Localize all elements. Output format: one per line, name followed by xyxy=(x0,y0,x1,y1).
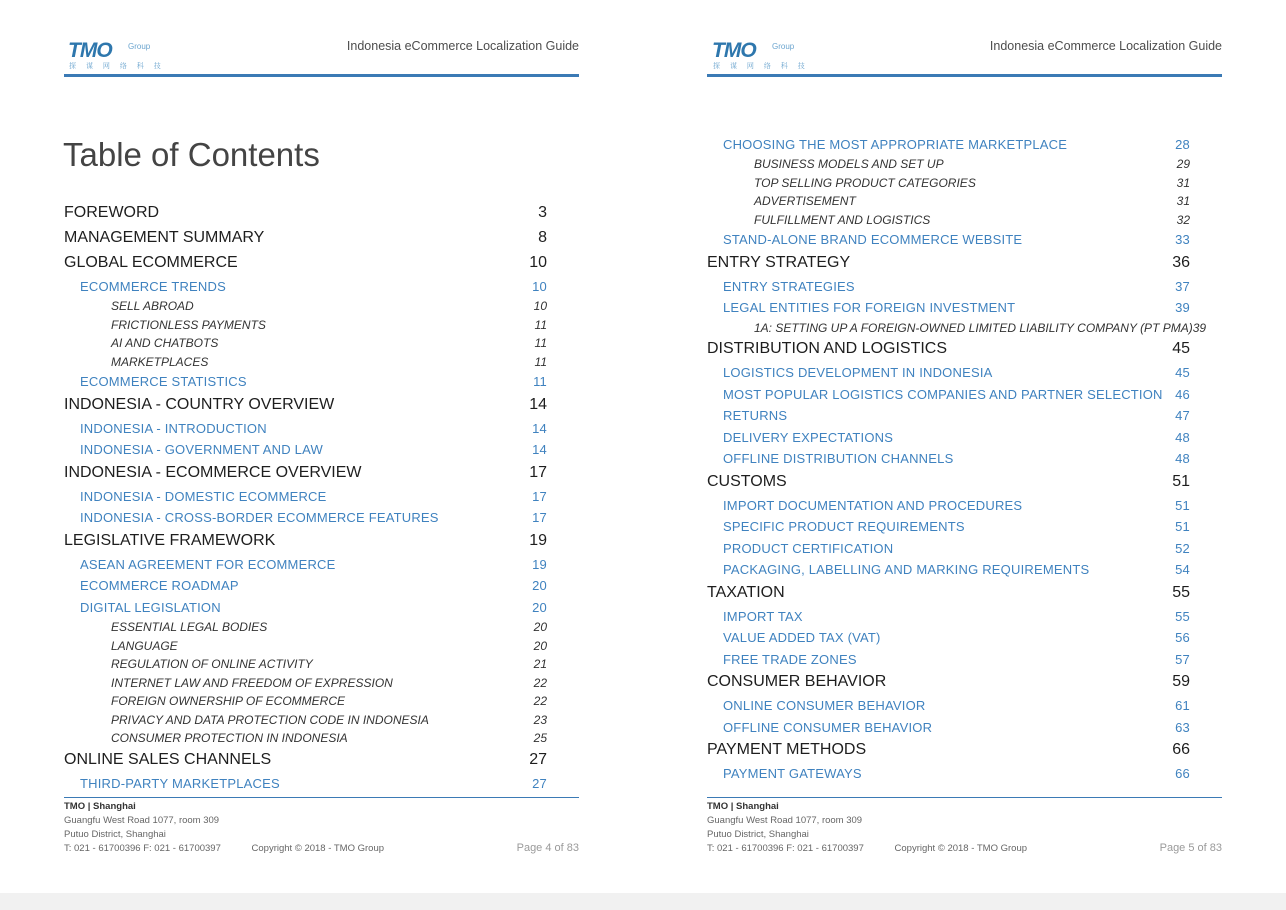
toc-entry-level2[interactable] xyxy=(723,696,1190,716)
toc-entry-level1 xyxy=(64,395,547,415)
toc-entry-level2[interactable] xyxy=(723,606,1190,626)
toc-entry-page: 19 xyxy=(529,532,547,549)
toc-entry-title: FOREWORD xyxy=(64,204,160,221)
toc-entry-page: 51 xyxy=(1175,519,1190,534)
toc-entry-title: DISTRIBUTION AND LOGISTICS xyxy=(707,340,948,358)
toc-entry-title: TAXATION xyxy=(707,583,785,601)
toc-entry-level2[interactable] xyxy=(723,406,1190,426)
toc-entry-level1 xyxy=(64,463,547,483)
toc-entry-title: PACKAGING, LABELLING AND MARKING REQUIREMENTS xyxy=(723,562,1090,577)
toc-entry-level2[interactable] xyxy=(723,764,1190,784)
toc-entry-title: INDONESIA - INTRODUCTION xyxy=(80,420,267,436)
toc-entry-title: LEGAL ENTITIES FOR FOREIGN INVESTMENT xyxy=(723,300,1016,315)
footer-contact xyxy=(64,842,384,856)
toc-entry-page: 55 xyxy=(1175,608,1190,624)
toc-entry-title: INDONESIA - DOMESTIC ECOMMERCE xyxy=(80,488,327,504)
toc-entry-title: ASEAN AGREEMENT FOR ECOMMERCE xyxy=(80,556,336,572)
toc-entry-level3 xyxy=(754,318,1207,338)
toc-entry-level1 xyxy=(707,740,1190,760)
toc-entry-page: 21 xyxy=(533,657,547,672)
toc-entry-page: 19 xyxy=(532,556,547,572)
toc-entry-title: ONLINE CONSUMER BEHAVIOR xyxy=(723,698,926,713)
toc-entry-title: REGULATION OF ONLINE ACTIVITY xyxy=(111,657,313,672)
toc-entry-title: ECOMMERCE TRENDS xyxy=(80,278,226,294)
header-rule xyxy=(707,74,1222,77)
toc-entry-page: 45 xyxy=(1172,340,1190,358)
toc-entry-page: 47 xyxy=(1175,408,1190,423)
toc-entry-title: ECOMMERCE STATISTICS xyxy=(80,374,247,390)
toc-entry-level2[interactable] xyxy=(723,538,1190,558)
toc-entry-level2[interactable] xyxy=(723,276,1190,296)
toc-entry-level2[interactable] xyxy=(80,418,547,438)
toc-entry-title: RETURNS xyxy=(723,408,788,423)
toc-entry-title: CHOOSING THE MOST APPROPRIATE MARKETPLACE xyxy=(723,136,1068,152)
footer-address-2: Putuo District, Shanghai xyxy=(707,829,809,840)
toc-entry-level3 xyxy=(754,173,1190,193)
toc-entry-page: 39 xyxy=(1175,300,1190,315)
toc-entry-title: PAYMENT METHODS xyxy=(707,741,867,759)
toc-entry-page: 37 xyxy=(1175,278,1190,294)
toc-entry-level2[interactable] xyxy=(80,276,547,296)
toc-entry-page: 17 xyxy=(529,464,547,481)
toc-entry-title: PAYMENT GATEWAYS xyxy=(723,766,862,781)
footer-rule xyxy=(64,797,579,798)
toc-entry-title: INDONESIA - GOVERNMENT AND LAW xyxy=(80,442,323,458)
toc-entry-level2[interactable] xyxy=(723,717,1190,737)
toc-entry-title: ENTRY STRATEGY xyxy=(707,253,851,271)
toc-entry-title: ECOMMERCE ROADMAP xyxy=(80,578,239,594)
toc-entry-level2[interactable] xyxy=(723,495,1190,515)
toc-entry-title: BUSINESS MODELS AND SET UP xyxy=(754,157,944,171)
toc-entry-page: 61 xyxy=(1175,698,1190,713)
toc-entry-page: 57 xyxy=(1175,651,1190,667)
toc-entry-page: 31 xyxy=(1176,175,1190,190)
toc-entry-level1 xyxy=(707,339,1190,359)
toc-entry-level2[interactable] xyxy=(723,298,1190,318)
toc-entry-page: 20 xyxy=(532,578,547,594)
toc-entry-level3 xyxy=(111,333,547,353)
toc-entry-title: LEGISLATIVE FRAMEWORK xyxy=(64,532,276,549)
toc-entry-level2[interactable] xyxy=(80,372,547,392)
tmo-logo xyxy=(68,40,168,72)
toc-entry-page: 20 xyxy=(533,620,547,635)
toc-entry-page: 11 xyxy=(534,354,547,369)
toc-entry-level2[interactable] xyxy=(723,560,1190,580)
toc-entry-title: GLOBAL ECOMMERCE xyxy=(64,254,238,271)
toc-entry-title: VALUE ADDED TAX (VAT) xyxy=(723,630,881,645)
toc-entry-page: 55 xyxy=(1172,583,1190,601)
page-number: Page 4 of 83 xyxy=(516,842,579,854)
toc-entry-page: 11 xyxy=(534,317,547,332)
page-number: Page 5 of 83 xyxy=(1159,842,1222,854)
toc-entry-title: MOST POPULAR LOGISTICS COMPANIES AND PARTNER SELECTION xyxy=(723,386,1163,402)
toc-entry-page: 28 xyxy=(1175,136,1190,152)
logo-sup: Group xyxy=(128,42,151,51)
toc-entry-page: 22 xyxy=(533,675,547,690)
toc-entry-level3 xyxy=(754,154,1190,174)
toc-entry-level3 xyxy=(111,296,547,316)
page-left xyxy=(0,0,643,893)
toc-entry-page: 10 xyxy=(529,254,547,271)
toc-entry-level3 xyxy=(754,210,1190,230)
toc-entry-page: 10 xyxy=(532,278,547,294)
toc-entry-level2[interactable] xyxy=(80,576,547,596)
toc-entry-page: 10 xyxy=(533,299,547,314)
toc-entry-page: 54 xyxy=(1175,562,1190,577)
toc-entry-page: 27 xyxy=(532,775,547,791)
toc-entry-title: LANGUAGE xyxy=(111,638,178,653)
toc-entry-level1 xyxy=(707,472,1190,492)
toc-entry-page: 22 xyxy=(533,694,547,709)
toc-entry-title: 1A: SETTING UP A FOREIGN-OWNED LIMITED LIABILITY COMPANY (PT PMA) xyxy=(754,320,1193,335)
footer-address-1: Guangfu West Road 1077, room 309 xyxy=(707,815,863,826)
toc-entry-level3 xyxy=(754,191,1190,211)
toc-entry-page: 66 xyxy=(1175,766,1190,781)
toc-entry-level2[interactable] xyxy=(723,649,1190,669)
toc-entry-level1 xyxy=(64,531,547,551)
toc-entry-title: MANAGEMENT SUMMARY xyxy=(64,229,265,246)
toc-entry-title: TOP SELLING PRODUCT CATEGORIES xyxy=(754,175,976,190)
toc-entry-title: ENTRY STRATEGIES xyxy=(723,278,855,294)
toc-entry-page: 51 xyxy=(1175,497,1190,513)
toc-entry-title: ESSENTIAL LEGAL BODIES xyxy=(111,620,268,635)
toc-entry-title: CUSTOMS xyxy=(707,472,787,490)
toc-entry-page: 45 xyxy=(1175,365,1190,380)
logo-sub: 探 谋 网 络 科 技 xyxy=(69,63,165,70)
toc-entry-page: 11 xyxy=(533,374,547,390)
toc-entry-level1 xyxy=(707,583,1190,603)
toc-entry-title: IMPORT DOCUMENTATION AND PROCEDURES xyxy=(723,497,1023,513)
tmo-logo xyxy=(712,40,812,72)
toc-entry-title: PRODUCT CERTIFICATION xyxy=(723,540,894,556)
toc-entry-title: INDONESIA - COUNTRY OVERVIEW xyxy=(64,396,335,413)
toc-entry-level3 xyxy=(111,636,547,656)
toc-entry-page: 52 xyxy=(1175,540,1190,556)
toc-entry-title: FOREIGN OWNERSHIP OF ECOMMERCE xyxy=(111,694,346,709)
footer-address-1: Guangfu West Road 1077, room 309 xyxy=(64,815,220,826)
toc-entry-page: 3 xyxy=(538,204,547,221)
toc-entry-page: 17 xyxy=(532,510,547,526)
logo-sup: Group xyxy=(772,42,795,51)
footer-copyright: Copyright © 2018 - TMO Group xyxy=(894,843,1028,854)
footer-address-2: Putuo District, Shanghai xyxy=(64,829,166,840)
toc-entry-title: DELIVERY EXPECTATIONS xyxy=(723,429,894,445)
toc-entry-page: 48 xyxy=(1175,451,1190,466)
toc-entry-title: INDONESIA - ECOMMERCE OVERVIEW xyxy=(64,464,362,481)
toc-entry-page: 51 xyxy=(1172,472,1190,490)
toc-entry-title: ADVERTISEMENT xyxy=(754,194,856,208)
footer-contact xyxy=(707,842,1027,856)
toc-entry-title: AI AND CHATBOTS xyxy=(111,336,219,351)
toc-entry-level2[interactable] xyxy=(723,384,1190,404)
toc-entry-page: 14 xyxy=(532,420,547,436)
toc-entry-level1 xyxy=(707,253,1190,273)
toc-entry-level1 xyxy=(64,750,547,770)
toc-entry-title: CONSUMER PROTECTION IN INDONESIA xyxy=(111,731,348,746)
header-title: Indonesia eCommerce Localization Guide xyxy=(346,39,579,53)
toc-entry-level3 xyxy=(111,691,547,711)
toc-entry-level1 xyxy=(64,253,547,273)
footer-company: TMO | Shanghai xyxy=(64,801,136,812)
toc-entry-page: 14 xyxy=(532,442,547,458)
toc-entry-level2[interactable] xyxy=(80,440,547,460)
toc-entry-level2[interactable] xyxy=(723,363,1190,383)
toc-entry-level1 xyxy=(64,228,547,248)
toc-entry-level3 xyxy=(111,352,547,372)
toc-entry-level2[interactable] xyxy=(723,230,1190,250)
toc-entry-title: DIGITAL LEGISLATION xyxy=(80,599,221,615)
toc-entry-page: 29 xyxy=(1176,157,1190,171)
toc-entry-page: 27 xyxy=(529,751,547,768)
toc-entry-title: ONLINE SALES CHANNELS xyxy=(64,751,272,768)
toc-entry-level2[interactable] xyxy=(80,597,547,617)
toc-entry-level3 xyxy=(111,617,547,637)
footer-rule xyxy=(707,797,1222,798)
footer-company: TMO | Shanghai xyxy=(707,801,779,812)
toc-entry-page: 31 xyxy=(1176,194,1190,208)
header-rule xyxy=(64,74,579,77)
toc-entry-title: STAND-ALONE BRAND ECOMMERCE WEBSITE xyxy=(723,232,1023,247)
toc-entry-title: SPECIFIC PRODUCT REQUIREMENTS xyxy=(723,519,965,534)
toc-entry-level2[interactable] xyxy=(723,517,1190,537)
toc-entry-level2[interactable] xyxy=(80,486,547,506)
toc-entry-level2[interactable] xyxy=(723,449,1190,469)
footer-copyright: Copyright © 2018 - TMO Group xyxy=(251,843,385,854)
toc-entry-level1 xyxy=(707,672,1190,692)
toc-entry-level3 xyxy=(111,673,547,693)
toc-entry-title: OFFLINE DISTRIBUTION CHANNELS xyxy=(723,451,954,466)
toc-entry-level2[interactable] xyxy=(80,773,547,793)
toc-entry-title: FREE TRADE ZONES xyxy=(723,651,857,667)
toc-entry-title: OFFLINE CONSUMER BEHAVIOR xyxy=(723,719,933,735)
toc-entry-title: MARKETPLACES xyxy=(111,354,209,369)
toc-entry-page: 32 xyxy=(1176,212,1190,227)
logo-text: TMO xyxy=(712,39,756,62)
toc-entry-page: 46 xyxy=(1175,386,1190,402)
footer-phone: T: 021 - 61700396 F: 021 - 61700397 xyxy=(707,843,864,854)
toc-entry-page: 17 xyxy=(532,488,547,504)
toc-entry-title: PRIVACY AND DATA PROTECTION CODE IN INDONESIA xyxy=(111,712,429,727)
toc-entry-level2[interactable] xyxy=(80,554,547,574)
toc-heading: Table of Contents xyxy=(63,136,320,173)
toc-entry-page: 8 xyxy=(538,229,547,246)
toc-entry-page: 48 xyxy=(1175,429,1190,445)
toc-entry-page: 59 xyxy=(1172,673,1190,691)
toc-entry-title: INDONESIA - CROSS-BORDER ECOMMERCE FEATURES xyxy=(80,510,439,526)
toc-entry-title: IMPORT TAX xyxy=(723,608,803,624)
toc-entry-title: SELL ABROAD xyxy=(111,299,194,314)
toc-entry-level2[interactable] xyxy=(723,427,1190,447)
toc-entry-level3 xyxy=(111,728,547,748)
toc-entry-level3 xyxy=(111,315,547,335)
toc-entry-level2[interactable] xyxy=(723,628,1190,648)
toc-entry-page: 20 xyxy=(533,638,547,653)
toc-entry-title: CONSUMER BEHAVIOR xyxy=(707,673,887,691)
logo-text: TMO xyxy=(68,39,112,62)
toc-entry-level2[interactable] xyxy=(723,134,1190,154)
page-right xyxy=(643,0,1286,893)
toc-entry-level3 xyxy=(111,710,547,730)
logo-sub: 探 谋 网 络 科 技 xyxy=(713,63,809,70)
footer-phone: T: 021 - 61700396 F: 021 - 61700397 xyxy=(64,843,221,854)
header-title: Indonesia eCommerce Localization Guide xyxy=(989,39,1222,53)
toc-entry-page: 63 xyxy=(1175,719,1190,735)
toc-entry-page: 39 xyxy=(1192,320,1207,335)
toc-entry-page: 23 xyxy=(533,712,547,727)
toc-entry-page: 11 xyxy=(534,336,547,351)
toc-entry-level1 xyxy=(64,203,547,223)
toc-entry-page: 20 xyxy=(532,599,547,615)
toc-entry-page: 33 xyxy=(1175,232,1190,247)
toc-entry-title: THIRD-PARTY MARKETPLACES xyxy=(80,775,280,791)
toc-entry-page: 56 xyxy=(1175,630,1190,645)
toc-entry-level2[interactable] xyxy=(80,508,547,528)
toc-entry-page: 14 xyxy=(529,396,547,413)
toc-entry-page: 25 xyxy=(533,731,547,746)
toc-entry-title: LOGISTICS DEVELOPMENT IN INDONESIA xyxy=(723,365,993,380)
toc-entry-title: FRICTIONLESS PAYMENTS xyxy=(111,317,266,332)
toc-entry-title: INTERNET LAW AND FREEDOM OF EXPRESSION xyxy=(111,675,393,690)
toc-entry-level3 xyxy=(111,654,547,674)
toc-entry-page: 36 xyxy=(1172,253,1190,271)
toc-entry-page: 66 xyxy=(1172,741,1190,759)
toc-entry-title: FULFILLMENT AND LOGISTICS xyxy=(754,212,931,227)
